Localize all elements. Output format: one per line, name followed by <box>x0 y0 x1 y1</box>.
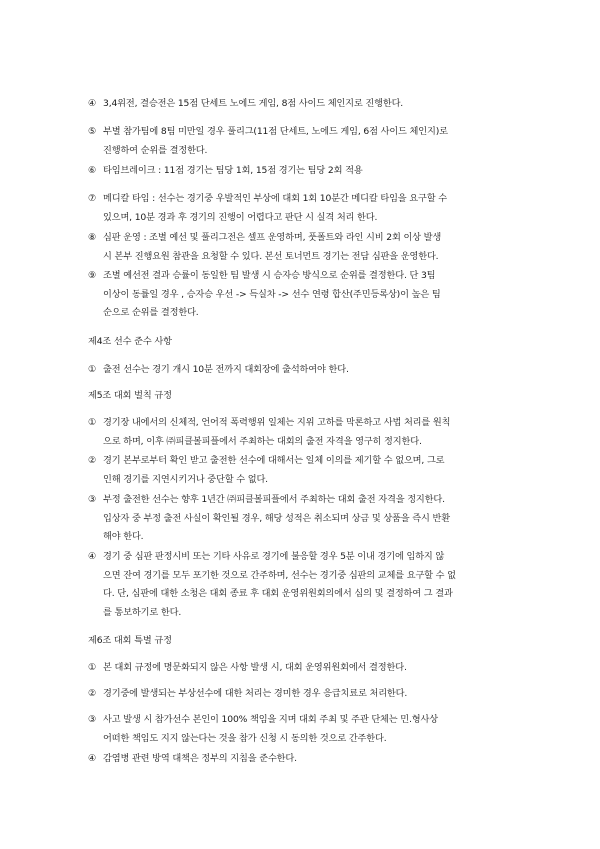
item-number: ⑨ <box>88 270 97 281</box>
item-text-line: 진행하여 순위를 결정한다. <box>103 144 208 156</box>
item-text-line: 출전 선수는 경기 개시 10분 전까지 대회장에 출석하여야 한다. <box>103 364 349 375</box>
item-number: ④ <box>88 753 97 764</box>
article-5-item-1 <box>88 414 528 451</box>
item-text-line: 를 통보하기로 한다. <box>103 606 182 618</box>
item-text-line: 시 본부 진행요원 참관을 요청할 수 있다. 본선 토너먼트 경기는 전담 심판을 운영한다. <box>103 250 439 262</box>
article-6-heading: 제6조 대회 특별 규정 <box>88 635 172 646</box>
item-text-line: 해야 한다. <box>103 531 144 542</box>
article-5-item-2 <box>88 452 528 489</box>
rule-item-7 <box>88 190 528 227</box>
item-number: ① <box>88 364 97 375</box>
item-text-line: 경기 중 심판 판정시비 또는 기타 사유로 경기에 불응할 경우 5분 이내 경기에 임하지 않 <box>103 551 445 562</box>
article-6-item-1 <box>88 659 528 678</box>
item-text-line: 경기 본부로부터 확인 받고 출전한 선수에 대해서는 일체 이의를 제기할 수 없으며, 그로 <box>103 455 445 466</box>
item-number: ② <box>88 455 97 466</box>
item-text-line: 메디칼 타임 : 선수는 경기중 우발적인 부상에 대회 1회 10분간 메디칼 타임을 요구할 수 <box>103 193 447 204</box>
rule-item-8 <box>88 229 528 266</box>
item-number: ⑦ <box>88 193 97 204</box>
article-5-item-3 <box>88 491 528 547</box>
item-text-line: 사고 발생 시 참가선수 본인이 100% 책임을 지며 대회 주최 및 주관 단체는 민.형사상 <box>103 714 438 725</box>
item-number: ② <box>88 688 97 699</box>
item-text-line: 조별 예선전 결과 승률이 동일한 팀 발생 시 승자승 방식으로 순위를 결정한다. 단 3팀 <box>103 270 436 281</box>
rule-item-6 <box>88 162 528 181</box>
item-number: ① <box>88 417 97 428</box>
rule-item-9 <box>88 267 528 323</box>
item-text-line: 있으며, 10분 경과 후 경기의 진행이 어렵다고 판단 시 실격 처리 한다. <box>103 211 378 223</box>
article-6-item-3 <box>88 711 528 748</box>
item-number: ⑧ <box>88 232 97 243</box>
article-5-item-4 <box>88 548 528 622</box>
item-text-line: 경기중에 발생되는 부상선수에 대한 처리는 경미한 경우 응급치료로 처리한다. <box>103 688 408 699</box>
article-5-heading: 제5조 대회 벌칙 규정 <box>88 390 172 401</box>
item-text-line: 감염병 관련 방역 대책은 정부의 지침을 준수한다. <box>103 753 297 764</box>
item-text-line: 부정 출전한 선수는 향후 1년간 ㈜피클볼피플에서 주최하는 대회 출전 자격을 정지한다. <box>103 494 445 505</box>
rule-item-5 <box>88 123 528 160</box>
item-text-line: 순으로 순위를 결정한다. <box>103 307 199 318</box>
item-number: ④ <box>88 98 97 109</box>
rule-item-4 <box>88 95 528 114</box>
item-text-line: 경기장 내에서의 신체적, 언어적 폭력행위 일체는 지위 고하를 막론하고 사법 처리를 원칙 <box>103 417 451 428</box>
article-4-heading: 제4조 선수 준수 사항 <box>88 336 172 347</box>
item-number: ⑥ <box>88 165 97 176</box>
item-text-line: 타임브레이크 : 11점 경기는 팀당 1회, 15점 경기는 팀당 2회 적용 <box>103 165 363 176</box>
item-text-line: 3,4위전, 결승전은 15점 단세트 노에드 게임, 8점 사이드 체인지로 진행한다. <box>103 98 404 109</box>
item-text-line: 심판 운영 : 조별 예선 및 풀리그전은 셀프 운영하며, 풋폴트와 라인 시비 2회 이상 발생 <box>103 232 442 243</box>
item-text-line: 어떠한 책임도 지지 않는다는 것을 참가 신청 시 동의한 것으로 간주한다. <box>103 732 387 744</box>
item-number: ③ <box>88 714 97 725</box>
item-text-line: 부별 참가팀에 8팀 미만일 경우 풀리그(11점 단세트, 노에드 게임, 6점 사이드 체인지)로 <box>103 126 448 137</box>
item-number: ③ <box>88 494 97 505</box>
item-text-line: 인해 경기를 지연시키거나 중단할 수 없다. <box>103 473 268 485</box>
item-text-line: 본 대회 규정에 명문화되지 않은 사항 발생 시, 대회 운영위원회에서 결정한다. <box>103 662 407 673</box>
article-6-item-2 <box>88 685 528 704</box>
article-4-item-1 <box>88 361 528 380</box>
item-number: ① <box>88 662 97 673</box>
item-text-line: 이상이 동률일 경우 , 승자승 우선 -> 득실차 -> 선수 연령 합산(주민등록상)이 높은 팀 <box>103 288 441 300</box>
article-6-item-4 <box>88 750 528 769</box>
item-number: ⑤ <box>88 126 97 137</box>
item-text-line: 으면 잔여 경기를 모두 포기한 것으로 간주하며, 선수는 경기중 심판의 교체를 요구할 수 없 <box>103 569 456 581</box>
item-number: ④ <box>88 551 97 562</box>
item-text-line: 입상자 중 부정 출전 사실이 확인될 경우, 해당 성적은 취소되며 상금 및 상품을 즉시 반환 <box>103 512 450 524</box>
item-text-line: 으로 하며, 이후 ㈜피클볼피플에서 주최하는 대회의 출전 자격을 영구히 정지한다. <box>103 435 422 447</box>
item-text-line: 다. 단, 심판에 대한 소청은 대회 종료 후 대회 운영위원회의에서 심의 및 결정하여 그 결과 <box>103 588 453 599</box>
